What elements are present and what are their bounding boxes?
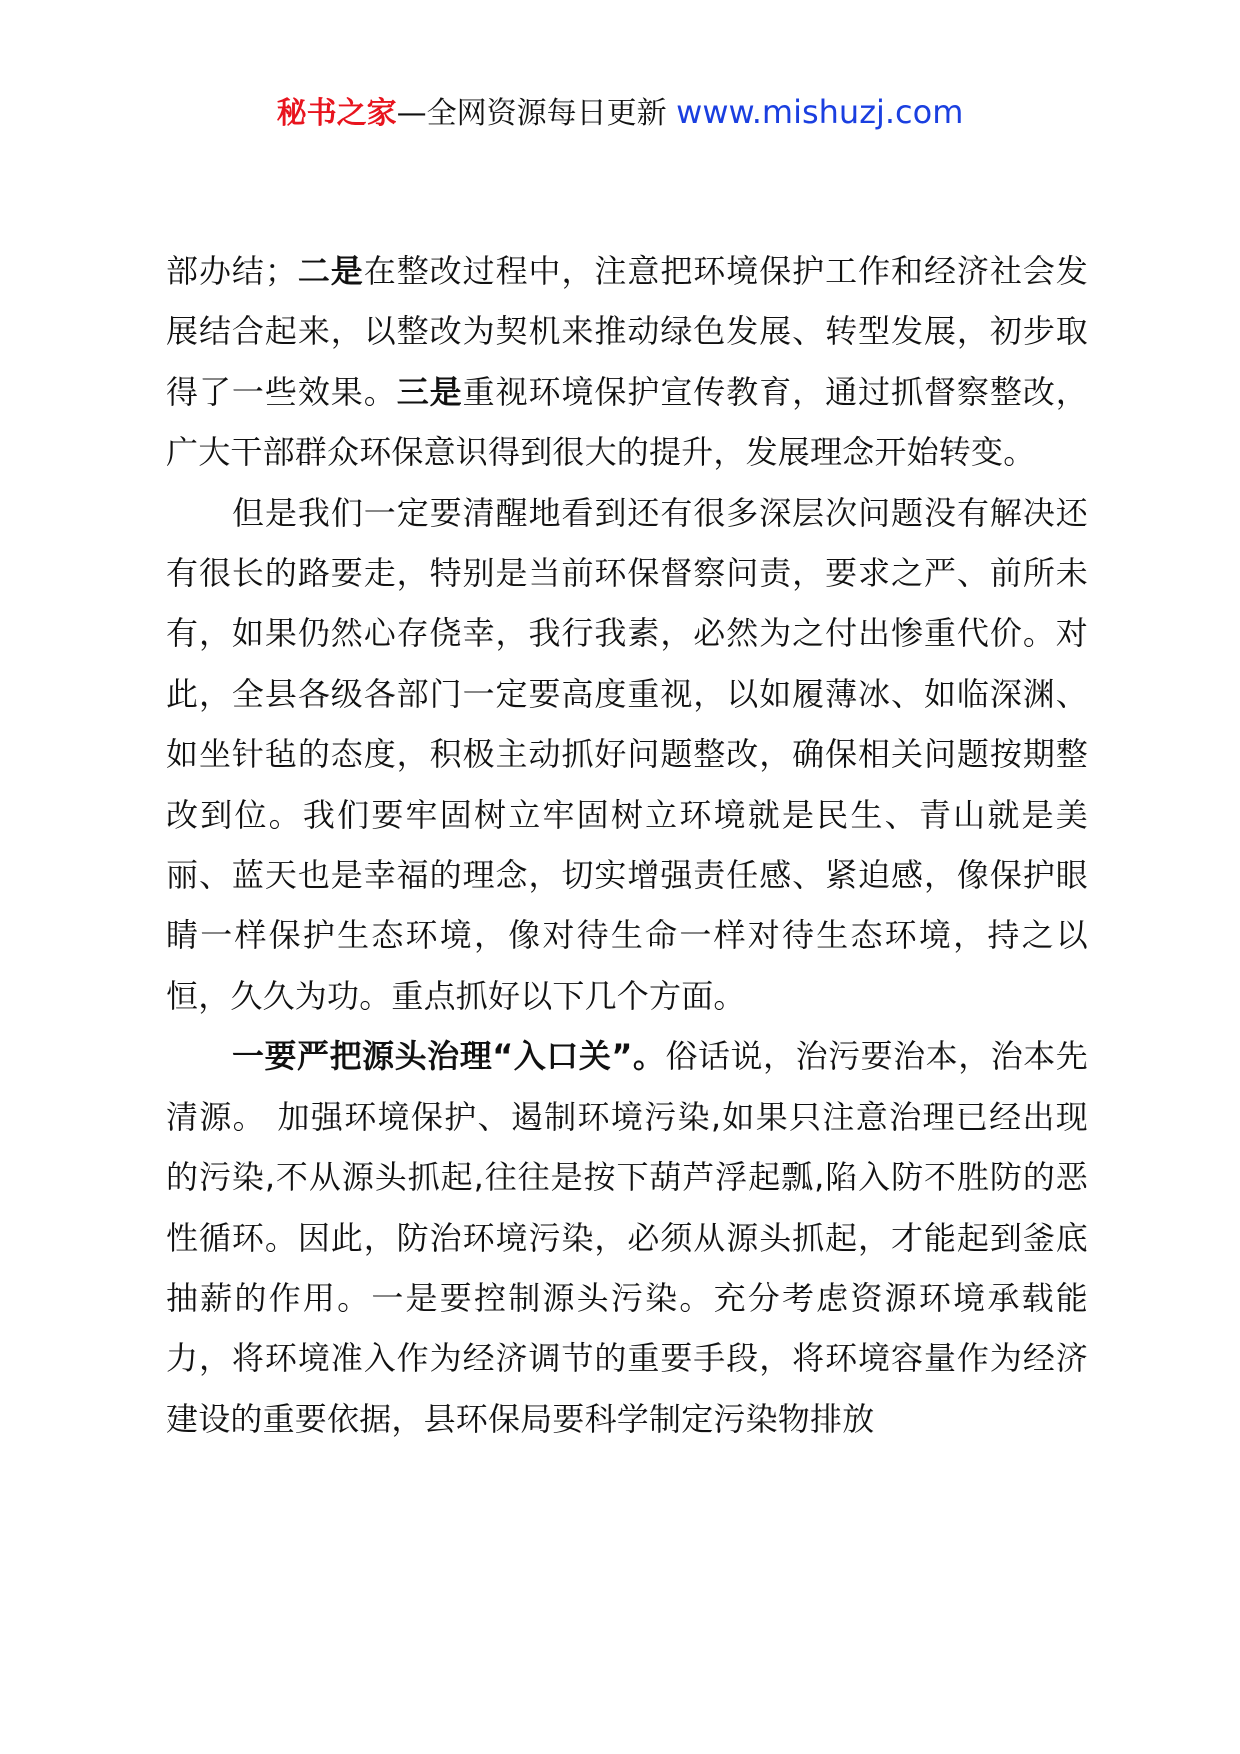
site-url-link[interactable]: www.mishuzj.com [676,93,964,131]
header-tagline: —全网资源每日更新 [396,96,677,131]
point-two-label: 二是 [297,252,364,290]
point-three-label: 三是 [396,372,463,411]
paragraph-3 [166,1026,1088,1449]
document-body [166,241,1088,1449]
paragraph-1 [166,241,1088,483]
brand-name: 秘书之家 [276,96,397,131]
page-header [0,88,1240,138]
paragraph-1-text-c: 重视环境保护宣传教育，通过抓督察整改，广大干部群众环保意识得到很大的提升，发展理念开始转变。 [166,372,1088,472]
paragraph-1-text-a: 部办结； [166,252,298,290]
paragraph-3-text: 俗话说，治污要治本，治本先清源。 加强环境保护、遏制环境污染,如果只注意治理已经出现的污染,不从源头抓起,往往是按下葫芦浮起瓢,陷入防不胜防的恶性循环。因此，防治环境污染，必须从源头抓起，才能起到釜底抽薪的作用。一是要控制源头污染。充分考虑资源环境承载能力，将环境准入作为经济调节的重要手段，将环境容量作为经济建设的重要依据，县环保局要科学制定污染物排放 [166,1037,1088,1438]
paragraph-2: 但是我们一定要清醒地看到还有很多深层次问题没有解决还有很长的路要走，特别是当前环保督察问责，要求之严、前所未有，如果仍然心存侥幸，我行我素，必然为之付出惨重代价。对此，全县各级各部门一定要高度重视，以如履薄冰、如临深渊、如坐针毡的态度，积极主动抓好问题整改，确保相关问题按期整改到位。我们要牢固树立牢固树立环境就是民生、青山就是美丽、蓝天也是幸福的理念，切实增强责任感、紧迫感，像保护眼睛一样保护生态环境，像对待生命一样对待生态环境，持之以恒，久久为功。重点抓好以下几个方面。 [166,493,1088,1015]
section-heading: 一要严把源头治理“入口关”。 [232,1037,666,1076]
paragraph-1-text-b: 在整改过程中，注意把环境保护工作和经济社会发展结合起来，以整改为契机来推动绿色发展、转型发展，初步取得了一些效果。 [166,252,1088,411]
